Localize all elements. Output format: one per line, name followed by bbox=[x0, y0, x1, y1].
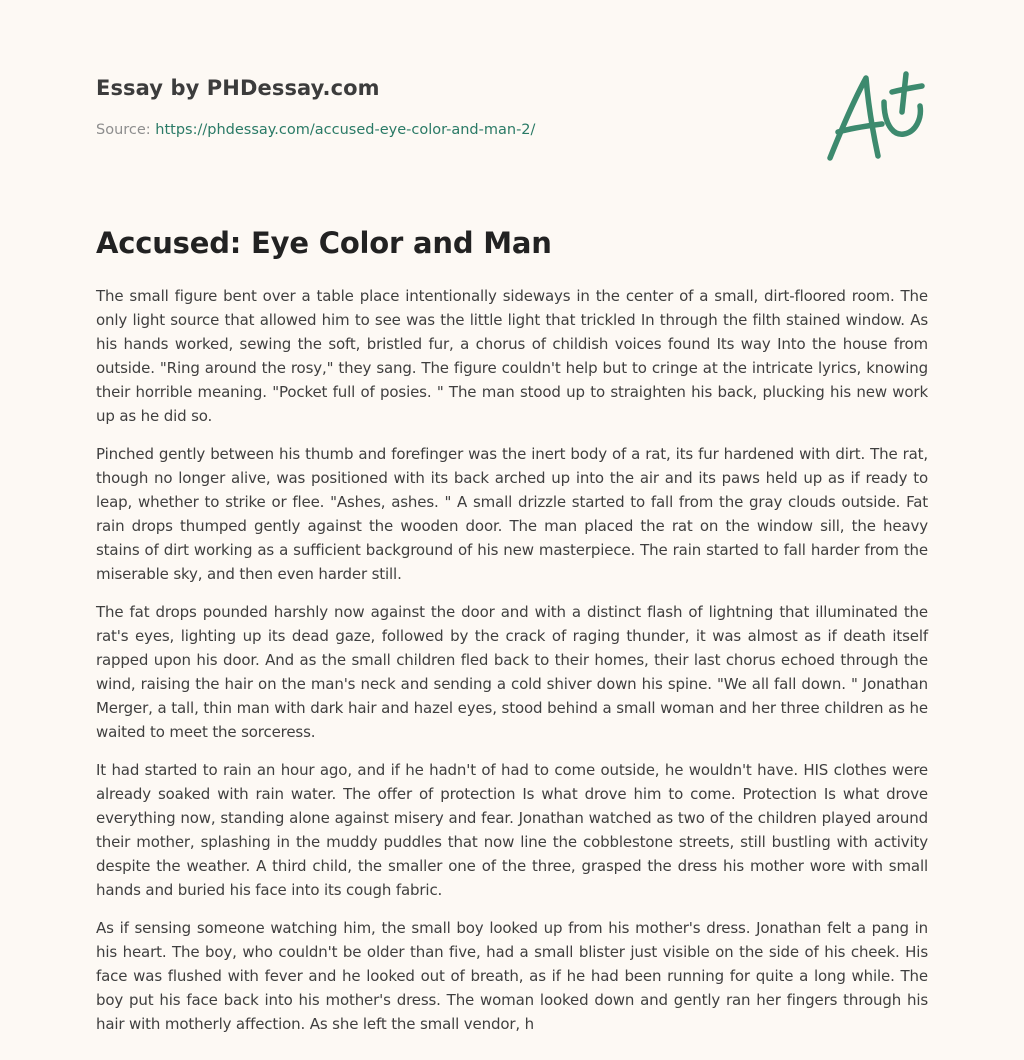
source-link[interactable]: https://phdessay.com/accused-eye-color-and-man-2/ bbox=[155, 122, 536, 138]
essay-body bbox=[96, 284, 928, 1050]
essay-paragraph: Pinched gently between his thumb and forefinger was the inert body of a rat, its fur hardened with dirt. The rat, though no longer alive, was positioned with its back arched up into the air and its paws held up as if ready to leap, whether to strike or flee. "Ashes, ashes. " A small drizzle started to fall from the gray clouds outside. Fat rain drops thumped gently against the wooden door. The man placed the rat on the window sill, the heavy stains of dirt working as a sufficient background of his new masterpiece. The rain started to fall harder from the miserable sky, and then even harder still. bbox=[96, 445, 928, 583]
essay-paragraph: As if sensing someone watching him, the small boy looked up from his mother's dress. Jonathan felt a pang in his heart. The boy, who couldn't be older than five, had a small blister just visible on the side of his cheek. His face was flushed with fever and he looked out of breath, as if he had been running for quite a long while. The boy put his face back into his mother's dress. The woman looked down and gently ran her fingers through his hair with motherly affection. As she left the small vendor, h bbox=[96, 919, 928, 1033]
source-line bbox=[96, 122, 796, 138]
essay-paragraph: The small figure bent over a table place intentionally sideways in the center of a small, dirt-floored room. The only light source that allowed him to see was the little light that trickled In through the filth stained window. As his hands worked, sewing the soft, bristled fur, a chorus of childish voices found Its way Into the house from outside. "Ring around the rosy," they sang. The figure couldn't help but to cringe at the intricate lyrics, knowing their horrible meaning. "Pocket full of posies. " The man stood up to straighten his back, plucking his new work up as he did so. bbox=[96, 287, 928, 425]
a-plus-grade-icon bbox=[820, 66, 930, 166]
essay-paragraph: It had started to rain an hour ago, and if he hadn't of had to come outside, he wouldn't have. HIS clothes were already soaked with rain water. The offer of protection Is what drove him to come. Protection Is what drove everything now, standing alone against misery and fear. Jonathan watched as two of the children played around their mother, splashing in the muddy puddles that now line the cobblestone streets, still bustling with activity despite the weather. A third child, the smaller one of the three, grasped the dress his mother wore with small hands and buried his face into its cough fabric. bbox=[96, 761, 928, 899]
header bbox=[96, 76, 796, 138]
brand-title: Essay by PHDessay.com bbox=[96, 76, 380, 100]
essay-paragraph: The fat drops pounded harshly now against the door and with a distinct flash of lightning that illuminated the rat's eyes, lighting up its dead gaze, followed by the crack of raging thunder, it was almost as if death itself rapped upon his door. And as the small children fled back to their homes, their last chorus echoed through the wind, raising the hair on the man's neck and sending a cold shiver down his spine. "We all fall down. " Jonathan Merger, a tall, thin man with dark hair and hazel eyes, stood behind a small woman and her three children as he waited to meet the sorceress. bbox=[96, 603, 928, 741]
source-label: Source: bbox=[96, 122, 156, 138]
essay-title: Accused: Eye Color and Man bbox=[96, 226, 552, 260]
